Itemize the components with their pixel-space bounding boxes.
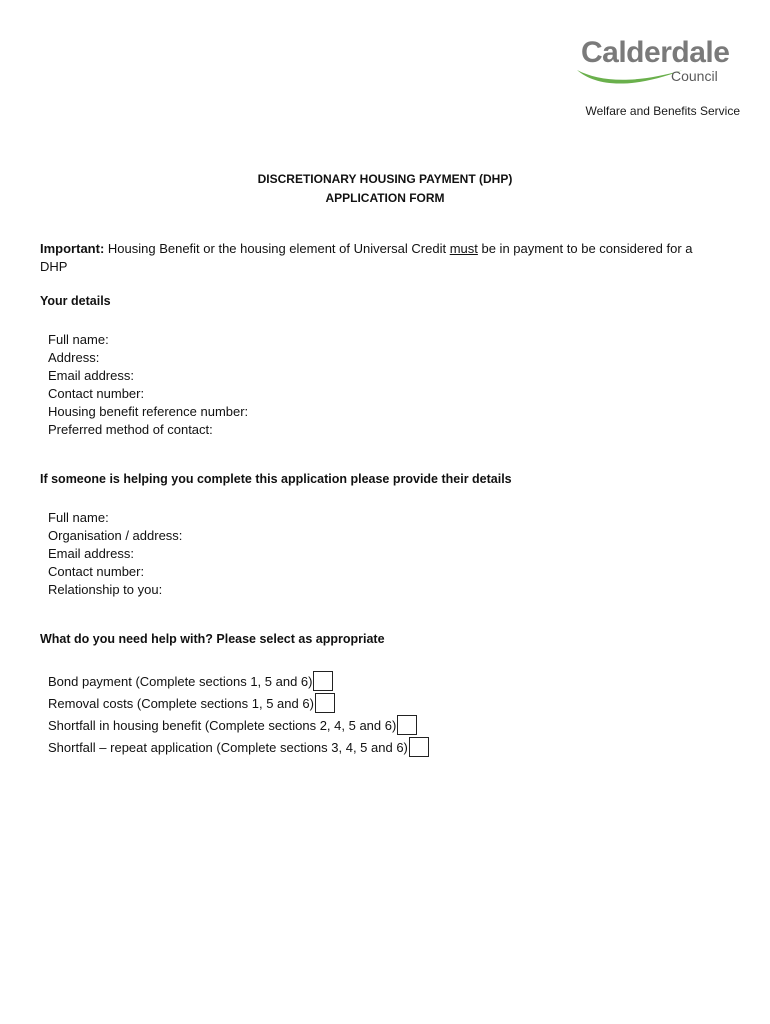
field-address: Address:: [48, 350, 100, 365]
option-bond-payment: [48, 670, 429, 692]
helper-field-email: Email address:: [48, 546, 134, 561]
your-details-fields: [48, 331, 248, 439]
option-label: Shortfall in housing benefit (Complete sections 2, 4, 5 and 6): [48, 717, 397, 733]
important-text-1: Housing Benefit or the housing element of Universal Credit: [104, 241, 450, 256]
option-removal-costs: [48, 692, 429, 714]
important-underlined: must: [449, 241, 478, 256]
removal-costs-checkbox[interactable]: [315, 693, 335, 713]
green-swoosh-icon: [575, 64, 685, 90]
form-title-line-1: DISCRETIONARY HOUSING PAYMENT (DHP): [257, 172, 513, 186]
helper-field-contact-number: Contact number:: [48, 564, 145, 579]
form-title: [0, 170, 770, 208]
calderdale-logo: [575, 34, 735, 90]
helper-field-organisation: Organisation / address:: [48, 528, 183, 543]
bond-payment-checkbox[interactable]: [313, 671, 333, 691]
help-options: [48, 670, 429, 758]
helper-field-relationship: Relationship to you:: [48, 582, 163, 597]
helper-details-fields: [48, 509, 182, 599]
helper-field-full-name: Full name:: [48, 510, 109, 525]
service-name: Welfare and Benefits Service: [585, 104, 740, 118]
field-hb-reference: Housing benefit reference number:: [48, 404, 249, 419]
option-label: Shortfall – repeat application (Complete sections 3, 4, 5 and 6): [48, 739, 408, 755]
field-preferred-contact: Preferred method of contact:: [48, 422, 213, 437]
field-full-name: Full name:: [48, 332, 109, 347]
logo-name: Calderdale: [581, 36, 730, 69]
option-label: Removal costs (Complete sections 1, 5 and 6): [48, 695, 314, 711]
shortfall-checkbox[interactable]: [397, 715, 417, 735]
logo-council: Council: [671, 68, 718, 84]
field-contact-number: Contact number:: [48, 386, 145, 401]
important-label: Important:: [40, 241, 105, 256]
option-shortfall-repeat: [48, 736, 429, 758]
option-label: Bond payment (Complete sections 1, 5 and 6): [48, 673, 313, 689]
field-email: Email address:: [48, 368, 134, 383]
help-with-heading: What do you need help with? Please select as appropriate: [40, 632, 385, 646]
option-shortfall: [48, 714, 429, 736]
your-details-heading: Your details: [40, 294, 111, 308]
important-notice: [40, 240, 700, 276]
important-text-2: be in payment to be considered for a DHP: [40, 241, 693, 274]
shortfall-repeat-checkbox[interactable]: [409, 737, 429, 757]
form-title-line-2: APPLICATION FORM: [325, 191, 445, 205]
helper-details-heading: If someone is helping you complete this application please provide their details: [40, 472, 512, 486]
